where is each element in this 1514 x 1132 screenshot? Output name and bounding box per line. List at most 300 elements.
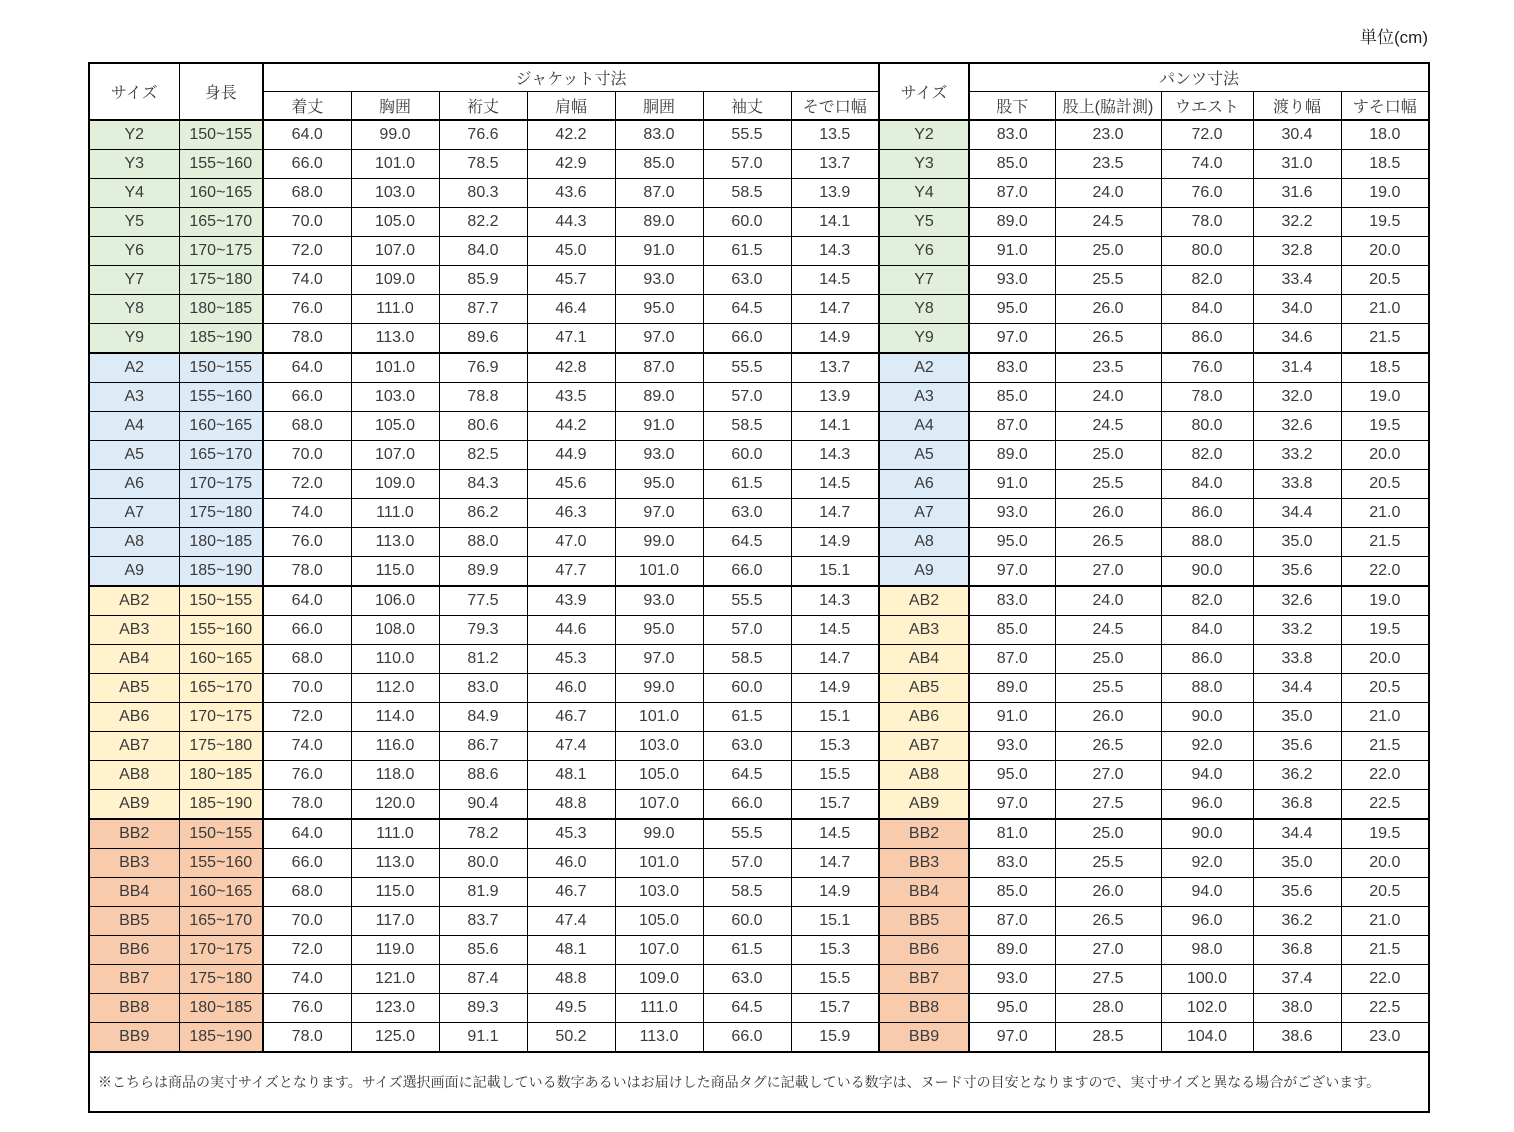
jacket-value-cell: 99.0: [615, 674, 703, 703]
jacket-value-cell: 42.2: [527, 120, 615, 150]
pants-value-cell: 26.0: [1055, 878, 1161, 907]
jacket-value-cell: 99.0: [351, 120, 439, 150]
jacket-value-cell: 64.0: [263, 819, 351, 849]
pants-value-cell: 89.0: [969, 936, 1055, 965]
jacket-value-cell: 58.5: [703, 645, 791, 674]
size-cell: AB9: [879, 790, 969, 820]
table-row: [89, 703, 1429, 732]
jacket-value-cell: 76.0: [263, 994, 351, 1023]
jacket-value-cell: 83.0: [615, 120, 703, 150]
table-row: [89, 616, 1429, 645]
pants-value-cell: 36.2: [1253, 907, 1341, 936]
jacket-value-cell: 107.0: [615, 790, 703, 820]
height-cell: 160~165: [179, 179, 263, 208]
size-cell: A3: [89, 383, 179, 412]
pants-value-cell: 18.5: [1341, 353, 1429, 383]
jacket-value-cell: 61.5: [703, 470, 791, 499]
size-cell: BB7: [89, 965, 179, 994]
pants-value-cell: 95.0: [969, 994, 1055, 1023]
jacket-value-cell: 64.5: [703, 994, 791, 1023]
jacket-value-cell: 109.0: [351, 470, 439, 499]
jacket-value-cell: 84.0: [439, 237, 527, 266]
height-cell: 170~175: [179, 237, 263, 266]
size-cell: AB4: [89, 645, 179, 674]
jacket-value-cell: 14.3: [791, 586, 879, 616]
table-row: [89, 150, 1429, 179]
pants-value-cell: 26.5: [1055, 907, 1161, 936]
jacket-value-cell: 107.0: [615, 936, 703, 965]
jacket-value-cell: 85.0: [615, 150, 703, 179]
pants-col-header: すそ口幅: [1341, 92, 1429, 121]
pants-value-cell: 33.2: [1253, 441, 1341, 470]
pants-value-cell: 21.5: [1341, 324, 1429, 354]
size-cell: Y2: [879, 120, 969, 150]
height-cell: 180~185: [179, 994, 263, 1023]
jacket-value-cell: 83.7: [439, 907, 527, 936]
height-cell: 155~160: [179, 150, 263, 179]
jacket-value-cell: 14.9: [791, 878, 879, 907]
pants-value-cell: 24.0: [1055, 383, 1161, 412]
jacket-value-cell: 70.0: [263, 674, 351, 703]
jacket-value-cell: 70.0: [263, 208, 351, 237]
size-cell: AB7: [89, 732, 179, 761]
table-row: [89, 1023, 1429, 1053]
height-column-header: 身長: [179, 63, 263, 120]
jacket-value-cell: 13.7: [791, 150, 879, 179]
jacket-value-cell: 58.5: [703, 878, 791, 907]
jacket-col-header: 肩幅: [527, 92, 615, 121]
size-cell: AB6: [89, 703, 179, 732]
jacket-value-cell: 99.0: [615, 819, 703, 849]
pants-value-cell: 97.0: [969, 1023, 1055, 1053]
pants-value-cell: 27.0: [1055, 936, 1161, 965]
jacket-value-cell: 108.0: [351, 616, 439, 645]
jacket-value-cell: 14.7: [791, 499, 879, 528]
table-row: [89, 383, 1429, 412]
pants-value-cell: 20.0: [1341, 849, 1429, 878]
jacket-value-cell: 45.3: [527, 645, 615, 674]
pants-value-cell: 27.5: [1055, 965, 1161, 994]
height-cell: 165~170: [179, 441, 263, 470]
jacket-value-cell: 15.5: [791, 761, 879, 790]
size-cell: A7: [89, 499, 179, 528]
table-row: [89, 790, 1429, 820]
jacket-value-cell: 43.9: [527, 586, 615, 616]
jacket-value-cell: 66.0: [263, 849, 351, 878]
jacket-col-header: 裄丈: [439, 92, 527, 121]
pants-value-cell: 90.0: [1161, 703, 1253, 732]
jacket-value-cell: 89.6: [439, 324, 527, 354]
jacket-value-cell: 15.3: [791, 732, 879, 761]
pants-value-cell: 88.0: [1161, 528, 1253, 557]
jacket-value-cell: 15.1: [791, 703, 879, 732]
pants-value-cell: 20.0: [1341, 237, 1429, 266]
pants-value-cell: 91.0: [969, 470, 1055, 499]
jacket-value-cell: 107.0: [351, 237, 439, 266]
pants-value-cell: 100.0: [1161, 965, 1253, 994]
size-cell: BB3: [89, 849, 179, 878]
pants-value-cell: 92.0: [1161, 732, 1253, 761]
size-cell: A9: [879, 557, 969, 587]
jacket-value-cell: 47.4: [527, 907, 615, 936]
jacket-value-cell: 101.0: [615, 849, 703, 878]
jacket-value-cell: 66.0: [703, 557, 791, 587]
jacket-value-cell: 47.7: [527, 557, 615, 587]
jacket-value-cell: 95.0: [615, 616, 703, 645]
jacket-value-cell: 61.5: [703, 237, 791, 266]
jacket-value-cell: 76.9: [439, 353, 527, 383]
size-cell: BB8: [89, 994, 179, 1023]
pants-value-cell: 80.0: [1161, 237, 1253, 266]
size-cell: A6: [89, 470, 179, 499]
size-table-body: [89, 120, 1429, 1052]
jacket-value-cell: 14.9: [791, 324, 879, 354]
jacket-value-cell: 14.5: [791, 616, 879, 645]
jacket-value-cell: 91.0: [615, 237, 703, 266]
jacket-value-cell: 89.3: [439, 994, 527, 1023]
pants-value-cell: 19.5: [1341, 616, 1429, 645]
pants-value-cell: 104.0: [1161, 1023, 1253, 1053]
pants-value-cell: 83.0: [969, 849, 1055, 878]
pants-value-cell: 26.5: [1055, 732, 1161, 761]
jacket-value-cell: 76.0: [263, 528, 351, 557]
jacket-value-cell: 61.5: [703, 936, 791, 965]
size-cell: Y9: [879, 324, 969, 354]
jacket-value-cell: 115.0: [351, 878, 439, 907]
table-row: [89, 936, 1429, 965]
jacket-value-cell: 66.0: [703, 324, 791, 354]
jacket-value-cell: 14.5: [791, 470, 879, 499]
size-cell: Y4: [89, 179, 179, 208]
table-row: [89, 878, 1429, 907]
jacket-value-cell: 115.0: [351, 557, 439, 587]
pants-value-cell: 21.5: [1341, 936, 1429, 965]
jacket-value-cell: 85.9: [439, 266, 527, 295]
height-cell: 175~180: [179, 965, 263, 994]
jacket-value-cell: 45.7: [527, 266, 615, 295]
size-cell: AB5: [879, 674, 969, 703]
pants-value-cell: 84.0: [1161, 295, 1253, 324]
pants-value-cell: 35.0: [1253, 703, 1341, 732]
pants-value-cell: 76.0: [1161, 353, 1253, 383]
table-row: [89, 819, 1429, 849]
pants-value-cell: 20.0: [1341, 645, 1429, 674]
pants-value-cell: 35.0: [1253, 849, 1341, 878]
jacket-value-cell: 46.0: [527, 849, 615, 878]
jacket-value-cell: 78.5: [439, 150, 527, 179]
jacket-value-cell: 14.9: [791, 674, 879, 703]
jacket-value-cell: 58.5: [703, 179, 791, 208]
size-cell: AB8: [879, 761, 969, 790]
jacket-value-cell: 106.0: [351, 586, 439, 616]
pants-col-header: 股上(脇計測): [1055, 92, 1161, 121]
jacket-value-cell: 77.5: [439, 586, 527, 616]
jacket-value-cell: 93.0: [615, 586, 703, 616]
pants-value-cell: 24.0: [1055, 586, 1161, 616]
pants-value-cell: 18.5: [1341, 150, 1429, 179]
jacket-value-cell: 63.0: [703, 965, 791, 994]
jacket-value-cell: 55.5: [703, 819, 791, 849]
pants-value-cell: 95.0: [969, 295, 1055, 324]
table-row: [89, 266, 1429, 295]
jacket-value-cell: 14.5: [791, 266, 879, 295]
pants-value-cell: 94.0: [1161, 761, 1253, 790]
pants-value-cell: 26.0: [1055, 499, 1161, 528]
jacket-value-cell: 47.4: [527, 732, 615, 761]
jacket-value-cell: 85.6: [439, 936, 527, 965]
size-cell: AB5: [89, 674, 179, 703]
jacket-value-cell: 111.0: [351, 819, 439, 849]
size-cell: AB4: [879, 645, 969, 674]
jacket-value-cell: 87.7: [439, 295, 527, 324]
jacket-value-cell: 64.0: [263, 120, 351, 150]
jacket-value-cell: 74.0: [263, 266, 351, 295]
pants-value-cell: 25.0: [1055, 237, 1161, 266]
jacket-value-cell: 95.0: [615, 295, 703, 324]
pants-value-cell: 90.0: [1161, 557, 1253, 587]
pants-value-cell: 31.0: [1253, 150, 1341, 179]
jacket-value-cell: 60.0: [703, 907, 791, 936]
height-cell: 180~185: [179, 295, 263, 324]
pants-value-cell: 25.0: [1055, 819, 1161, 849]
size-cell: AB2: [879, 586, 969, 616]
header-row-columns: [89, 92, 1429, 121]
footnote-text: ※こちらは商品の実寸サイズとなります。サイズ選択画面に記載している数字あるいはお届けした商品タグに記載している数字は、ヌード寸の目安となりますので、実寸サイズと異なる場合がございます。: [89, 1052, 1429, 1112]
jacket-value-cell: 105.0: [351, 412, 439, 441]
pants-value-cell: 91.0: [969, 237, 1055, 266]
height-cell: 150~155: [179, 586, 263, 616]
pants-value-cell: 22.0: [1341, 965, 1429, 994]
pants-value-cell: 24.5: [1055, 208, 1161, 237]
size-cell: Y6: [89, 237, 179, 266]
pants-value-cell: 23.5: [1055, 353, 1161, 383]
size-cell: A9: [89, 557, 179, 587]
jacket-value-cell: 103.0: [615, 732, 703, 761]
pants-value-cell: 19.5: [1341, 819, 1429, 849]
jacket-value-cell: 72.0: [263, 936, 351, 965]
size-cell: AB7: [879, 732, 969, 761]
pants-value-cell: 93.0: [969, 732, 1055, 761]
jacket-value-cell: 66.0: [703, 1023, 791, 1053]
pants-value-cell: 19.5: [1341, 412, 1429, 441]
jacket-value-cell: 46.3: [527, 499, 615, 528]
table-row: [89, 324, 1429, 354]
jacket-value-cell: 14.9: [791, 528, 879, 557]
pants-value-cell: 86.0: [1161, 324, 1253, 354]
jacket-value-cell: 44.6: [527, 616, 615, 645]
jacket-value-cell: 111.0: [351, 295, 439, 324]
jacket-value-cell: 46.7: [527, 703, 615, 732]
pants-value-cell: 21.5: [1341, 732, 1429, 761]
pants-value-cell: 23.0: [1055, 120, 1161, 150]
jacket-value-cell: 14.1: [791, 412, 879, 441]
jacket-value-cell: 64.0: [263, 353, 351, 383]
jacket-value-cell: 113.0: [615, 1023, 703, 1053]
jacket-value-cell: 15.1: [791, 907, 879, 936]
size-cell: BB5: [879, 907, 969, 936]
height-cell: 150~155: [179, 819, 263, 849]
jacket-value-cell: 87.0: [615, 353, 703, 383]
jacket-value-cell: 13.5: [791, 120, 879, 150]
jacket-value-cell: 46.7: [527, 878, 615, 907]
pants-value-cell: 22.0: [1341, 761, 1429, 790]
table-row: [89, 412, 1429, 441]
jacket-value-cell: 15.7: [791, 994, 879, 1023]
pants-value-cell: 27.5: [1055, 790, 1161, 820]
jacket-value-cell: 87.0: [615, 179, 703, 208]
jacket-value-cell: 110.0: [351, 645, 439, 674]
size-cell: A4: [879, 412, 969, 441]
table-row: [89, 674, 1429, 703]
jacket-col-header: 胸囲: [351, 92, 439, 121]
pants-value-cell: 22.0: [1341, 557, 1429, 587]
pants-value-cell: 98.0: [1161, 936, 1253, 965]
table-row: [89, 353, 1429, 383]
jacket-value-cell: 95.0: [615, 470, 703, 499]
height-cell: 185~190: [179, 790, 263, 820]
jacket-value-cell: 78.0: [263, 557, 351, 587]
pants-value-cell: 38.6: [1253, 1023, 1341, 1053]
table-row: [89, 237, 1429, 266]
jacket-value-cell: 105.0: [351, 208, 439, 237]
jacket-value-cell: 48.1: [527, 936, 615, 965]
pants-value-cell: 89.0: [969, 208, 1055, 237]
size-cell: A7: [879, 499, 969, 528]
jacket-value-cell: 64.5: [703, 528, 791, 557]
jacket-value-cell: 113.0: [351, 324, 439, 354]
pants-value-cell: 36.2: [1253, 761, 1341, 790]
pants-value-cell: 91.0: [969, 703, 1055, 732]
table-row: [89, 528, 1429, 557]
pants-value-cell: 94.0: [1161, 878, 1253, 907]
size-cell: Y3: [879, 150, 969, 179]
jacket-value-cell: 57.0: [703, 616, 791, 645]
unit-label: 単位(cm): [1360, 28, 1428, 47]
pants-value-cell: 72.0: [1161, 120, 1253, 150]
pants-value-cell: 19.5: [1341, 208, 1429, 237]
pants-value-cell: 31.4: [1253, 353, 1341, 383]
pants-value-cell: 19.0: [1341, 383, 1429, 412]
pants-value-cell: 25.5: [1055, 849, 1161, 878]
table-row: [89, 499, 1429, 528]
pants-value-cell: 90.0: [1161, 819, 1253, 849]
jacket-value-cell: 82.5: [439, 441, 527, 470]
pants-value-cell: 34.0: [1253, 295, 1341, 324]
jacket-value-cell: 13.9: [791, 383, 879, 412]
table-row: [89, 645, 1429, 674]
size-cell: A3: [879, 383, 969, 412]
jacket-value-cell: 15.7: [791, 790, 879, 820]
jacket-value-cell: 14.1: [791, 208, 879, 237]
size-cell: Y5: [89, 208, 179, 237]
height-cell: 150~155: [179, 120, 263, 150]
pants-value-cell: 83.0: [969, 353, 1055, 383]
pants-value-cell: 27.0: [1055, 761, 1161, 790]
pants-value-cell: 32.8: [1253, 237, 1341, 266]
size-cell: BB7: [879, 965, 969, 994]
pants-value-cell: 25.5: [1055, 266, 1161, 295]
pants-value-cell: 80.0: [1161, 412, 1253, 441]
height-cell: 175~180: [179, 266, 263, 295]
pants-value-cell: 35.6: [1253, 878, 1341, 907]
pants-value-cell: 87.0: [969, 907, 1055, 936]
size-cell: BB5: [89, 907, 179, 936]
jacket-value-cell: 97.0: [615, 324, 703, 354]
jacket-value-cell: 55.5: [703, 120, 791, 150]
jacket-value-cell: 87.4: [439, 965, 527, 994]
pants-value-cell: 31.6: [1253, 179, 1341, 208]
pants-value-cell: 32.6: [1253, 412, 1341, 441]
jacket-value-cell: 68.0: [263, 878, 351, 907]
pants-value-cell: 87.0: [969, 412, 1055, 441]
size-cell: Y7: [879, 266, 969, 295]
pants-value-cell: 26.5: [1055, 528, 1161, 557]
pants-value-cell: 24.0: [1055, 179, 1161, 208]
jacket-value-cell: 74.0: [263, 732, 351, 761]
jacket-value-cell: 109.0: [351, 266, 439, 295]
jacket-value-cell: 119.0: [351, 936, 439, 965]
jacket-value-cell: 97.0: [615, 645, 703, 674]
jacket-value-cell: 105.0: [615, 907, 703, 936]
height-cell: 175~180: [179, 499, 263, 528]
size-cell: A5: [879, 441, 969, 470]
jacket-col-header: そで口幅: [791, 92, 879, 121]
pants-value-cell: 74.0: [1161, 150, 1253, 179]
jacket-value-cell: 78.0: [263, 790, 351, 820]
jacket-col-header: 袖丈: [703, 92, 791, 121]
pants-value-cell: 86.0: [1161, 499, 1253, 528]
jacket-value-cell: 47.0: [527, 528, 615, 557]
jacket-value-cell: 111.0: [351, 499, 439, 528]
pants-value-cell: 97.0: [969, 324, 1055, 354]
pants-value-cell: 25.0: [1055, 441, 1161, 470]
pants-value-cell: 85.0: [969, 150, 1055, 179]
jacket-value-cell: 111.0: [615, 994, 703, 1023]
jacket-value-cell: 113.0: [351, 528, 439, 557]
size-cell: BB9: [89, 1023, 179, 1053]
pants-col-header: 股下: [969, 92, 1055, 121]
jacket-value-cell: 89.0: [615, 208, 703, 237]
pants-value-cell: 25.0: [1055, 645, 1161, 674]
pants-value-cell: 96.0: [1161, 790, 1253, 820]
pants-value-cell: 84.0: [1161, 616, 1253, 645]
jacket-value-cell: 58.5: [703, 412, 791, 441]
pants-col-header: ウエスト: [1161, 92, 1253, 121]
jacket-value-cell: 86.2: [439, 499, 527, 528]
jacket-value-cell: 70.0: [263, 441, 351, 470]
jacket-value-cell: 76.0: [263, 295, 351, 324]
pants-value-cell: 33.8: [1253, 645, 1341, 674]
pants-value-cell: 76.0: [1161, 179, 1253, 208]
pants-value-cell: 26.5: [1055, 324, 1161, 354]
jacket-value-cell: 107.0: [351, 441, 439, 470]
height-cell: 150~155: [179, 353, 263, 383]
size-cell: BB4: [89, 878, 179, 907]
pants-value-cell: 20.0: [1341, 441, 1429, 470]
jacket-value-cell: 46.0: [527, 674, 615, 703]
pants-value-cell: 89.0: [969, 674, 1055, 703]
table-row: [89, 179, 1429, 208]
pants-value-cell: 19.0: [1341, 179, 1429, 208]
height-cell: 155~160: [179, 383, 263, 412]
jacket-value-cell: 63.0: [703, 732, 791, 761]
pants-value-cell: 28.5: [1055, 1023, 1161, 1053]
height-cell: 170~175: [179, 936, 263, 965]
pants-value-cell: 22.5: [1341, 790, 1429, 820]
pants-value-cell: 78.0: [1161, 208, 1253, 237]
size-cell: AB9: [89, 790, 179, 820]
pants-value-cell: 88.0: [1161, 674, 1253, 703]
